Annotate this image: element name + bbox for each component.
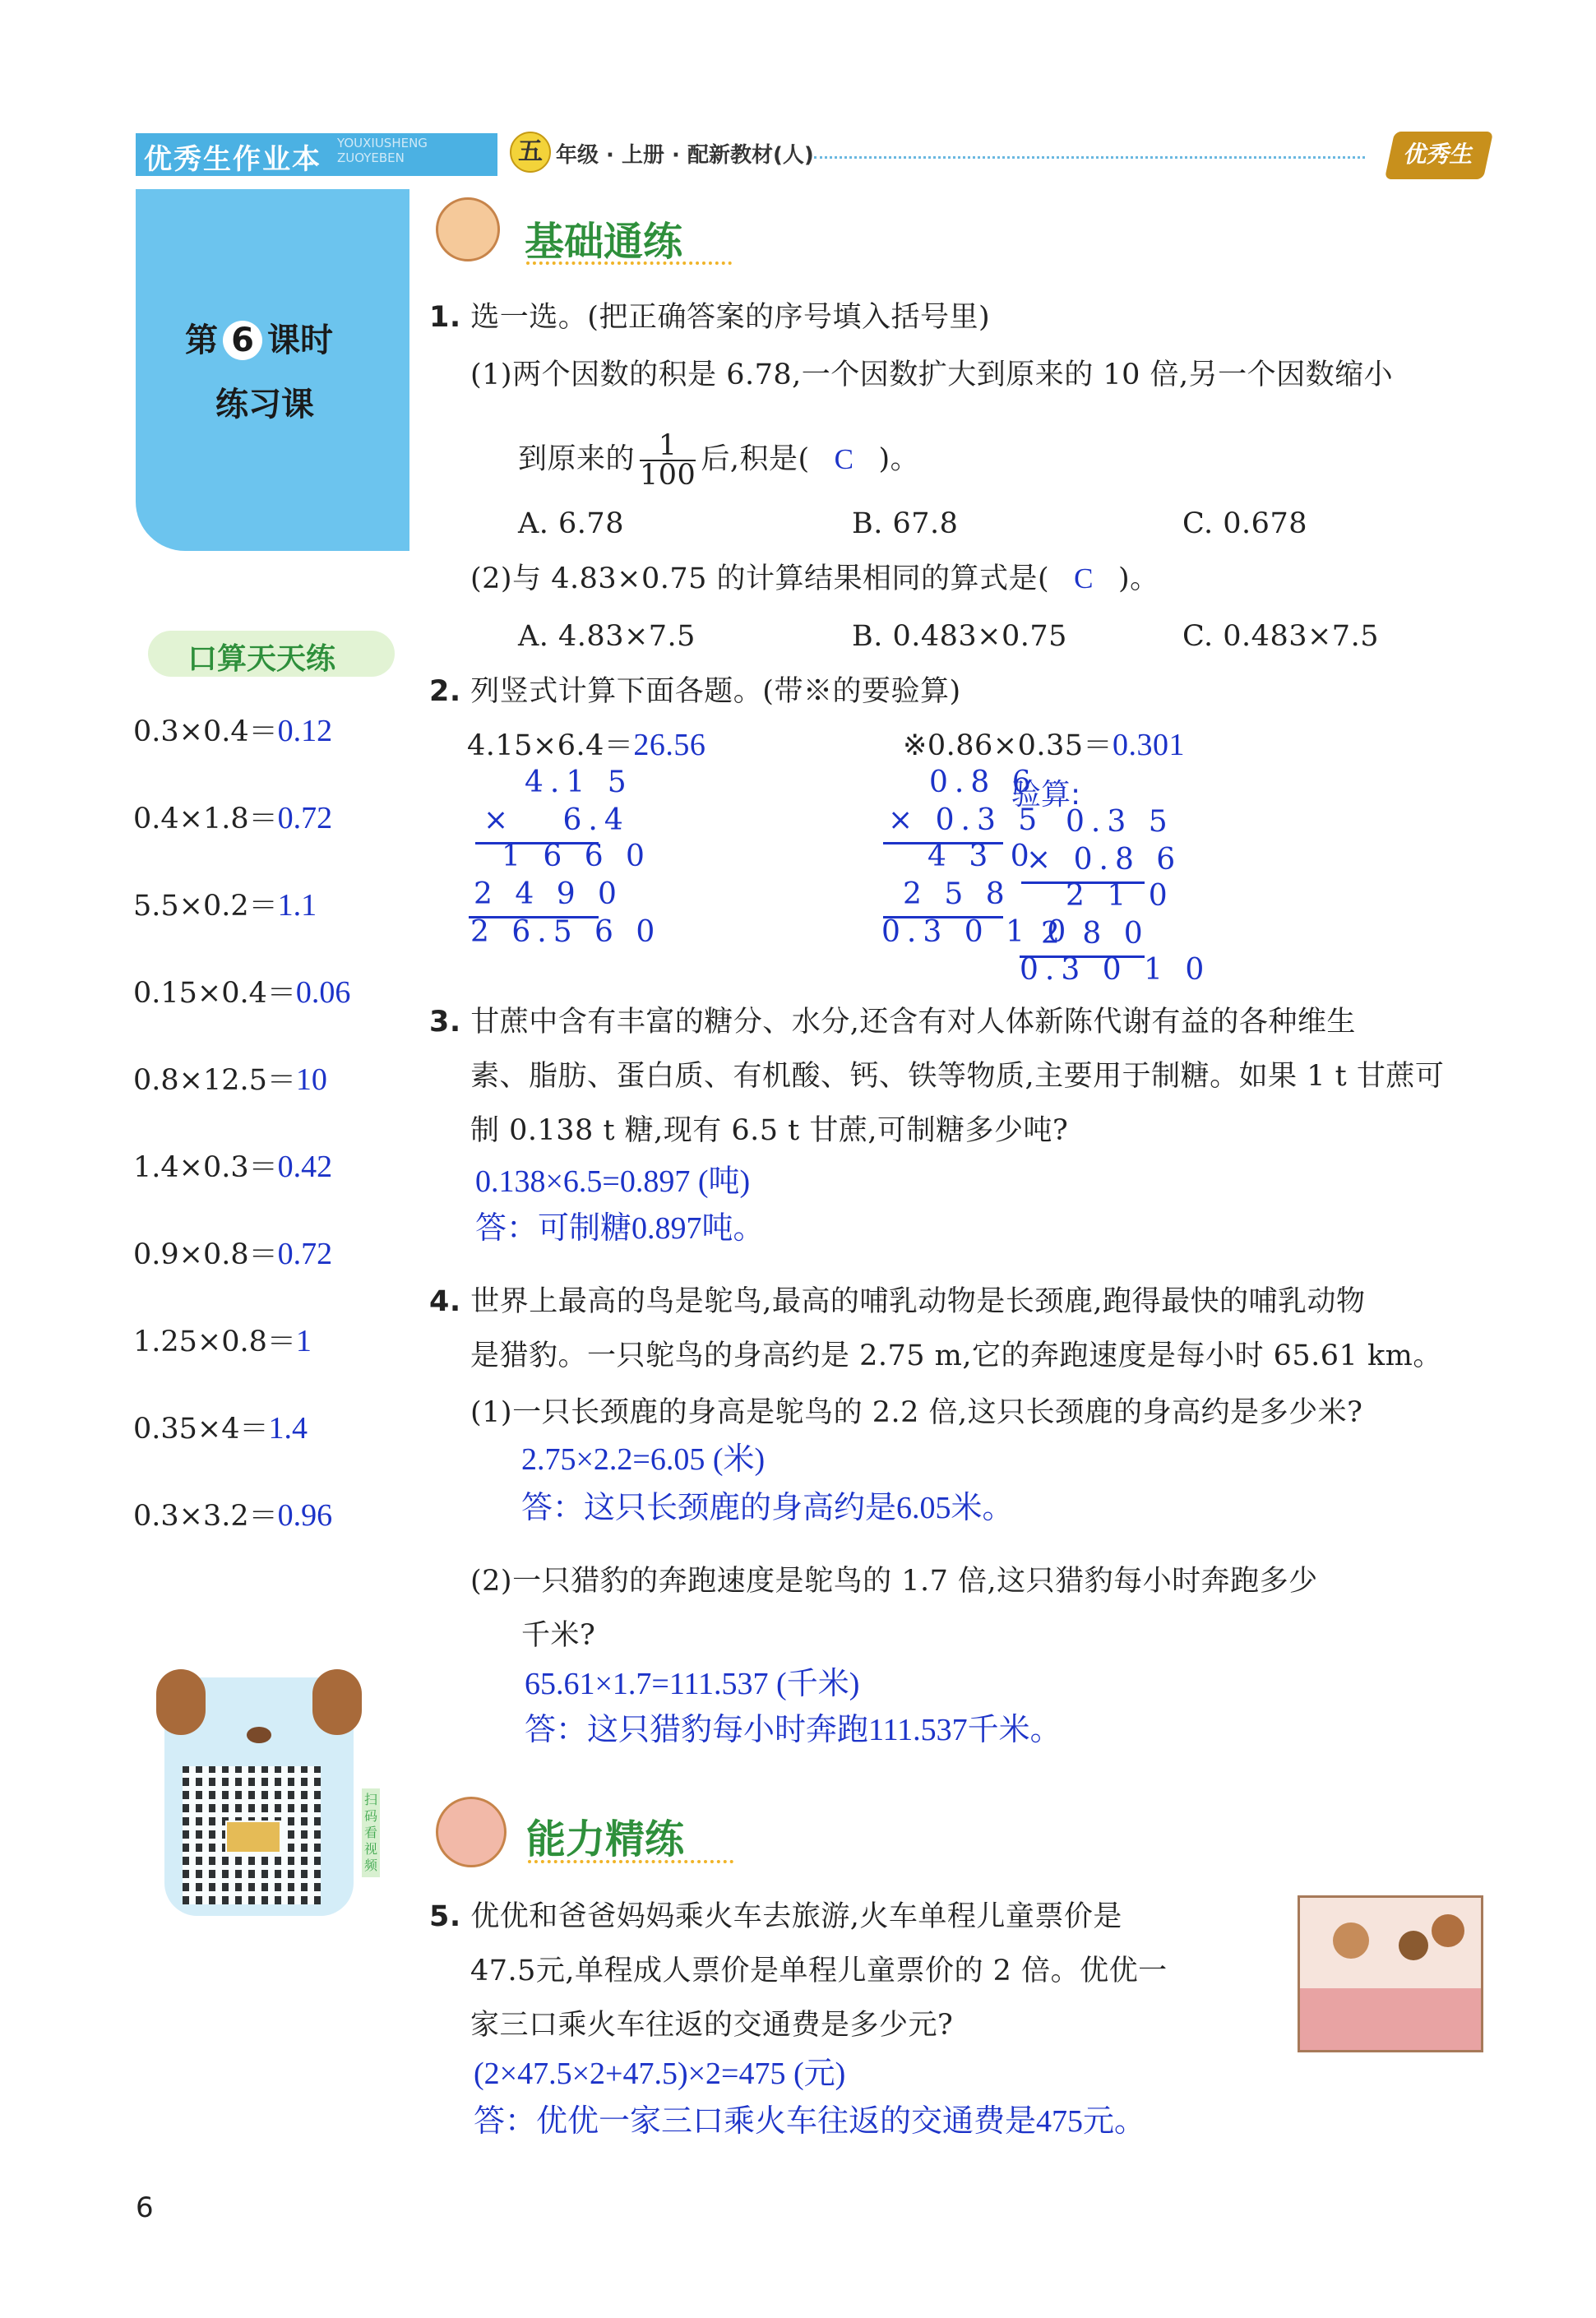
q2-left-expr: 4.15×6.4＝ — [467, 729, 634, 762]
q1-part1-line1: (1)两个因数的积是 6.78,一个因数扩大到原来的 10 倍,另一个因数缩小 — [470, 359, 1394, 391]
qr-code[interactable] — [183, 1766, 321, 1904]
q1-part2-line — [470, 562, 1159, 596]
dog-nose-icon — [247, 1727, 271, 1743]
q1-title — [429, 300, 990, 335]
section-basic-underline — [526, 261, 732, 265]
oral-question: 0.35×4＝ — [133, 1413, 269, 1446]
q3-work: 0.138×6.5=0.897 (吨) — [475, 1164, 751, 1199]
oral-question: 0.8×12.5＝ — [133, 1064, 296, 1097]
q1-part1-option-c: C. 0.678 — [1182, 507, 1307, 540]
q2-check-calc-line2: × 0.8 6 — [1026, 843, 1182, 877]
q2-right-calc-line1: 0.8 6 — [929, 766, 1038, 799]
q2-right-calc-line3: 4 3 0 — [928, 840, 1036, 873]
brand-logo: 优秀生 — [1385, 132, 1493, 179]
q1-part2-text: (2)与 4.83×0.75 的计算结果相同的算式是( — [470, 562, 1050, 595]
section-basic-title: 基础通练 — [525, 219, 683, 265]
oral-item — [133, 1406, 308, 1447]
oral-answer: 10 — [295, 1062, 327, 1097]
lesson-box — [136, 189, 409, 551]
lesson-title — [185, 314, 333, 361]
q2-left-expression — [467, 728, 705, 763]
q2-right-calc-line2: × 0.3 5 — [888, 803, 1044, 837]
oral-question: 5.5×0.2＝ — [133, 890, 278, 923]
q2-left-calc-line1: 4.1 5 — [525, 766, 633, 799]
boy-reading-icon — [436, 197, 500, 261]
q5-line2: 47.5元,单程成人票价是单程儿童票价的 2 倍。优优一 — [470, 1955, 1168, 1987]
qr-side-label: 扫码看视频 — [362, 1788, 380, 1877]
q1-part1-line2 — [518, 429, 920, 492]
oral-item — [133, 1145, 332, 1186]
q2-number: 2. — [429, 675, 461, 708]
oral-answer: 0.72 — [277, 1237, 333, 1271]
q2-right-calc-result: 0.3 0 1 0 — [881, 915, 1073, 949]
q1-part1-post: 后,积是( — [701, 442, 810, 476]
fraction — [640, 429, 696, 492]
q4-part1-work: 2.75×2.2=6.05 (米) — [521, 1442, 766, 1477]
oral-question: 0.15×0.4＝ — [133, 977, 296, 1010]
dog-ear-left-icon — [156, 1669, 206, 1735]
q2-left-calc-line4: 2 4 9 0 — [474, 877, 623, 911]
q3-line3: 制 0.138 t 糖,现有 6.5 t 甘蔗,可制糖多少吨? — [470, 1114, 1069, 1147]
qr-logo-icon — [225, 1821, 281, 1853]
oral-answer: 0.12 — [277, 714, 333, 748]
clerk-icon — [1333, 1922, 1369, 1959]
q2-right-expression — [903, 728, 1185, 763]
oral-item — [133, 883, 317, 924]
q2-left-calc-line2: × 6.4 — [483, 803, 630, 837]
lesson-number: 6 — [223, 321, 262, 360]
q4-number: 4. — [429, 1285, 461, 1318]
oral-calc-title: 口算天天练 — [187, 642, 336, 676]
oral-answer: 1 — [295, 1324, 312, 1358]
oral-item — [133, 709, 332, 750]
oral-item — [133, 796, 332, 837]
q1-part1-option-b: B. 67.8 — [852, 507, 959, 540]
oral-answer: 0.06 — [295, 975, 351, 1010]
oral-question: 0.3×3.2＝ — [133, 1500, 278, 1533]
q2-check-calc-line4: 2 8 0 — [1041, 917, 1150, 951]
q1-part1-close: )。 — [878, 442, 920, 476]
q1-number: 1. — [429, 301, 461, 334]
q2-check-calc-line3: 2 1 0 — [1066, 879, 1174, 913]
lesson-type: 练习课 — [215, 386, 314, 423]
oral-question: 0.4×1.8＝ — [133, 803, 278, 835]
q4-part2-line1: (2)一只猎豹的奔跑速度是鸵鸟的 1.7 倍,这只猎豹每小时奔跑多少 — [470, 1565, 1318, 1598]
q1-part2-option-c: C. 0.483×7.5 — [1182, 620, 1379, 653]
section-ability-title: 能力精练 — [526, 1816, 685, 1862]
oral-item — [133, 1232, 332, 1273]
oral-question: 1.25×0.8＝ — [133, 1326, 296, 1358]
q5-number: 5. — [429, 1900, 461, 1933]
oral-item — [133, 1057, 327, 1099]
book-pinyin — [337, 136, 428, 165]
q1-part1-pre: 到原来的 — [518, 442, 636, 476]
oral-question: 1.4×0.3＝ — [133, 1151, 278, 1184]
dog-ear-right-icon — [312, 1669, 362, 1735]
q3-line1 — [429, 1005, 1356, 1039]
q4-line1-text: 世界上最高的鸟是鸵鸟,最高的哺乳动物是长颈鹿,跑得最快的哺乳动物 — [470, 1285, 1366, 1318]
q4-part1: (1)一只长颈鹿的身高是鸵鸟的 2.2 倍,这只长颈鹿的身高约是多少米? — [470, 1396, 1363, 1429]
q1-part1-option-a: A. 6.78 — [518, 507, 624, 540]
q2-check-calc-result: 0.3 0 1 0 — [1020, 953, 1211, 987]
header-divider — [814, 156, 1365, 159]
q2-left-calc-result: 2 6.5 6 0 — [470, 915, 662, 949]
q5-line1-text: 优优和爸爸妈妈乘火车去旅游,火车单程儿童票价是 — [470, 1900, 1122, 1933]
q2-check-calc-line1: 0.3 5 — [1066, 805, 1174, 839]
girl-reading-icon — [436, 1797, 507, 1867]
q4-line1 — [429, 1284, 1366, 1319]
ticket-office-illustration — [1298, 1895, 1483, 2052]
q2-right-calc-line4: 2 5 8 — [903, 877, 1011, 911]
q2-left-answer: 26.56 — [633, 728, 706, 762]
q4-part2-work: 65.61×1.7=111.537 (千米) — [525, 1667, 860, 1701]
oral-answer: 1.4 — [268, 1411, 308, 1446]
book-title: 优秀生作业本 — [144, 143, 322, 176]
fraction-denominator: 100 — [640, 459, 696, 492]
oral-answer: 0.96 — [277, 1498, 333, 1533]
q1-title-text: 选一选。(把正确答案的序号填入括号里) — [470, 301, 991, 334]
pinyin-line-1: YOUXIUSHENG — [337, 136, 428, 150]
q2-check-label: 验算: — [1011, 778, 1081, 812]
q2-title — [429, 674, 961, 709]
oral-question: 0.9×0.8＝ — [133, 1238, 278, 1271]
q1-part1-answer: C — [834, 442, 854, 475]
q1-part2-close: )。 — [1118, 562, 1159, 595]
q4-part2-answer: 答：这只猎豹每小时奔跑111.537千米。 — [525, 1713, 1062, 1747]
ticket-counter — [1300, 1988, 1481, 2050]
fraction-numerator: 1 — [640, 432, 696, 461]
q3-line2: 素、脂肪、蛋白质、有机酸、钙、铁等物质,主要用于制糖。如果 1 t 甘蔗可 — [470, 1060, 1445, 1093]
lesson-prefix: 第 — [185, 322, 218, 359]
q3-line1-text: 甘蔗中含有丰富的糖分、水分,还含有对人体新陈代谢有益的各种维生 — [470, 1006, 1356, 1039]
oral-item — [133, 1493, 332, 1534]
pinyin-line-2: ZUOYEBEN — [337, 150, 405, 165]
q5-line3: 家三口乘火车往返的交通费是多少元? — [470, 2009, 954, 2042]
q2-right-expr: ※0.86×0.35＝ — [903, 729, 1113, 762]
q2-title-text: 列竖式计算下面各题。(带※的要验算) — [470, 675, 961, 708]
oral-answer: 0.42 — [277, 1150, 333, 1184]
oral-item — [133, 1319, 312, 1360]
q3-answer: 答：可制糖0.897吨。 — [475, 1211, 765, 1246]
oral-answer: 1.1 — [277, 888, 317, 923]
q4-line2: 是猎豹。一只鸵鸟的身高约是 2.75 m,它的奔跑速度是每小时 65.61 km。 — [470, 1339, 1442, 1372]
q2-left-calc-line3: 1 6 6 0 — [502, 840, 651, 873]
page-number: 6 — [136, 2191, 154, 2224]
oral-question: 0.3×0.4＝ — [133, 715, 278, 748]
oral-answer: 0.72 — [277, 801, 333, 835]
mother-icon — [1432, 1914, 1464, 1947]
q1-part2-option-a: A. 4.83×7.5 — [518, 620, 696, 653]
q5-work: (2×47.5×2+47.5)×2=475 (元) — [474, 2057, 846, 2091]
q1-part2-option-b: B. 0.483×0.75 — [852, 620, 1067, 653]
q2-right-answer: 0.301 — [1113, 728, 1186, 762]
grade-info: 年级 · 上册 · 配新教材(人) — [556, 143, 814, 168]
section-ability-underline — [528, 1860, 733, 1863]
q4-part2-line2: 千米? — [521, 1619, 596, 1652]
q4-part1-answer: 答：这只长颈鹿的身高约是6.05米。 — [521, 1491, 1014, 1525]
q5-answer: 答：优优一家三口乘火车往返的交通费是475元。 — [474, 2104, 1146, 2139]
q5-line1 — [429, 1899, 1122, 1934]
lesson-suffix: 课时 — [267, 322, 333, 359]
q1-part2-answer: C — [1074, 562, 1094, 595]
oral-item — [133, 970, 350, 1011]
q3-number: 3. — [429, 1006, 461, 1039]
grade-badge: 五 — [510, 132, 551, 173]
father-icon — [1399, 1931, 1428, 1960]
